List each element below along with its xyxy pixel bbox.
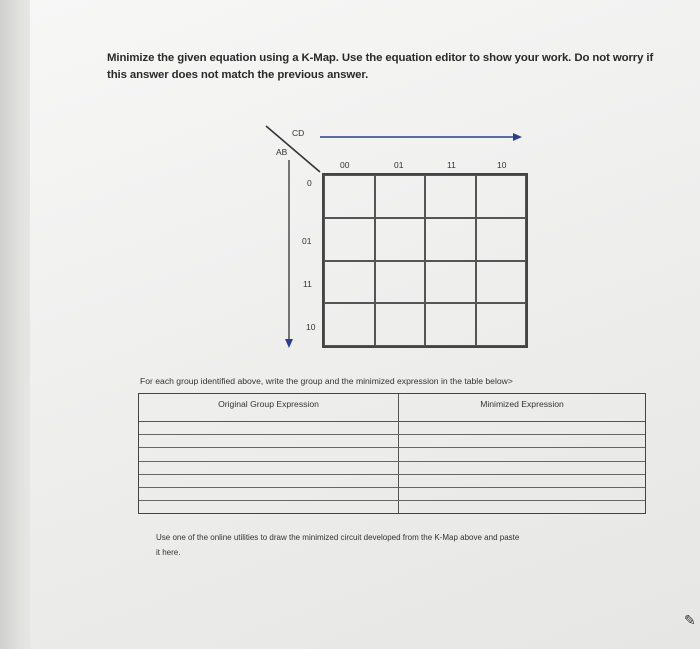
kmap-col-label-0: 00 (340, 160, 350, 170)
kmap-row-label-2: 11 (303, 279, 312, 289)
table-header-minimized: Minimized Expression (399, 394, 645, 422)
kmap-cell[interactable] (324, 175, 375, 218)
instruction-line-2: this answer does not match the previous answer. (107, 69, 369, 81)
ab-arrow-head (285, 339, 293, 348)
table-cell[interactable] (399, 448, 645, 461)
utility-line-1: Use one of the online utilities to draw the minimized circuit developed from the K-Map above and paste (156, 533, 520, 542)
kmap-cell[interactable] (375, 218, 426, 261)
table-cell[interactable] (399, 422, 645, 435)
table-cell[interactable] (139, 501, 399, 513)
kmap-cell[interactable] (425, 303, 476, 346)
kmap-cell[interactable] (375, 303, 426, 346)
utility-line-2: it here. (156, 548, 181, 557)
kmap-row-label-1: 01 (302, 236, 312, 246)
kmap-cell[interactable] (425, 218, 476, 261)
kmap-cell[interactable] (476, 218, 527, 261)
table-cell[interactable] (139, 448, 399, 461)
kmap-cell[interactable] (375, 261, 426, 304)
kmap-col-label-3: 10 (497, 160, 507, 170)
kmap-cell[interactable] (324, 303, 375, 346)
pencil-icon[interactable]: ✎ (684, 612, 696, 628)
kmap-cell[interactable] (375, 175, 426, 218)
kmap-cell[interactable] (324, 261, 375, 304)
instruction-line-1: Minimize the given equation using a K-Map. Use the equation editor to show your work. Do not worry if (107, 52, 654, 64)
cd-arrow-head (513, 133, 522, 141)
kmap-cell[interactable] (476, 175, 527, 218)
table-header-original: Original Group Expression (139, 394, 399, 422)
table-cell[interactable] (399, 501, 645, 513)
kmap-col-var: CD (292, 128, 305, 138)
table-cell[interactable] (399, 488, 645, 501)
table-cell[interactable] (399, 462, 645, 475)
kmap-row-label-3: 10 (306, 322, 316, 332)
kmap-grid (322, 173, 528, 348)
kmap-row-label-0: 0 (307, 178, 312, 188)
group-table (138, 393, 646, 514)
utility-instruction (156, 530, 636, 560)
kmap-col-label-2: 11 (447, 160, 456, 170)
table-cell[interactable] (139, 488, 399, 501)
table-cell[interactable] (139, 422, 399, 435)
kmap-cell[interactable] (425, 175, 476, 218)
table-cell[interactable] (139, 435, 399, 448)
kmap-col-label-1: 01 (394, 160, 404, 170)
kmap-cell[interactable] (324, 218, 375, 261)
table-cell[interactable] (139, 462, 399, 475)
kmap-cell[interactable] (476, 261, 527, 304)
table-cell[interactable] (399, 475, 645, 488)
table-cell[interactable] (139, 475, 399, 488)
table-cell[interactable] (399, 435, 645, 448)
kmap-cell[interactable] (476, 303, 527, 346)
group-instruction: For each group identified above, write the group and the minimized expression in the table below> (140, 376, 513, 386)
kmap-cell[interactable] (425, 261, 476, 304)
kmap-row-var: AB (276, 147, 288, 157)
